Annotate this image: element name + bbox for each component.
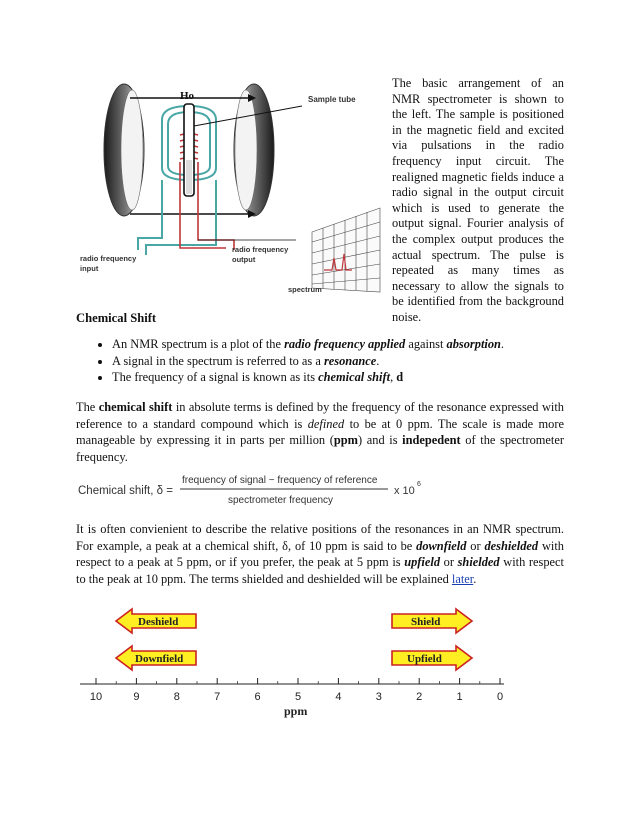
shield-arrow [392, 609, 472, 633]
ppm-tick-label: 1 [456, 691, 463, 703]
intro-paragraph: The basic arrangement of an NMR spectrometer is shown to the left. The sample is positioned in the magnetic field and excited via pulsations in the radio frequency input circuit. The realigned magnetic fields induce a radio signal in the output circuit which is used to generate the output signal. Fourier analysis of the complex output produces the actual spectrum. The pulse is repeated as many times as necessary to allow the signals to be identified from the background noise. [392, 76, 564, 324]
rf-input-label-2: input [80, 264, 99, 273]
ppm-axis-label: ppm [284, 704, 308, 718]
bullet-list [76, 336, 504, 386]
formula-numerator: frequency of signal − frequency of reference [182, 475, 378, 486]
shield-label: Shield [411, 616, 441, 628]
ppm-tick-label: 9 [133, 691, 140, 703]
downfield-label: Downfield [135, 653, 184, 665]
ppm-tick-label: 10 [89, 691, 103, 703]
upfield-label: Upfield [407, 653, 442, 665]
upfield-downfield-paragraph: It is often convienient to describe the relative positions of the resonances in an NMR spectrum. For example, a peak at a chemical shift, δ, of 10 ppm is said to be downfield or deshielded with respect to a peak at 5 ppm, or if you prefer, the peak at 5 ppm is upfield or shielded with respect to the peak at 10 ppm. The terms shielded and deshielded will be explained later. [76, 522, 564, 586]
rf-output-label-1: radio frequency [232, 245, 289, 254]
formula-lhs: Chemical shift, δ = [78, 485, 173, 497]
rf-input-label-1: radio frequency [80, 254, 137, 263]
ppm-tick-label: 7 [214, 691, 221, 703]
list-item: • An NMR spectrum is a plot of the radio frequency applied against absorption. [112, 336, 504, 353]
chemical-shift-definition: The chemical shift in absolute terms is defined by the frequency of the resonance expressed with reference to a standard compound which is defined to be at 0 ppm. The scale is made more manageable by expressing it in parts per million (ppm) and is indepedent of the spectrometer frequency. [76, 400, 564, 464]
list-item: • A signal in the spectrum is referred to as a resonance. [112, 353, 504, 370]
ppm-tick-label: 2 [416, 691, 423, 703]
chemical-shift-formula [76, 470, 446, 510]
deshield-label: Deshield [138, 616, 179, 628]
spectrum-grid [312, 208, 380, 292]
left-magnet [104, 84, 144, 216]
sample-tube-label: Sample tube [308, 95, 356, 104]
later-link[interactable]: later [451, 571, 474, 586]
rf-output-label-2: output [232, 255, 256, 264]
deshield-arrow [116, 609, 196, 633]
ppm-tick-label: 0 [496, 691, 504, 703]
ppm-tick-label: 3 [375, 691, 382, 703]
formula-multiplier: x 10 [394, 485, 415, 497]
ppm-ticks [90, 678, 503, 703]
ppm-tick-label: 5 [294, 691, 302, 703]
formula-exponent: 6 [417, 481, 421, 488]
downfield-arrow [116, 646, 196, 670]
input-coil [138, 106, 216, 255]
list-item: • The frequency of a signal is known as its chemical shift, d [112, 369, 504, 386]
ppm-scale-figure [76, 598, 516, 728]
ppm-tick-label: 6 [254, 691, 261, 703]
section-heading: Chemical Shift [76, 311, 157, 325]
ppm-tick-label: 8 [173, 691, 180, 703]
spectrum-label: spectrum [288, 285, 322, 294]
right-magnet [234, 84, 274, 216]
nmr-spectrometer-diagram [76, 80, 388, 310]
ppm-tick-label: 4 [335, 691, 342, 703]
formula-denominator: spectrometer frequency [228, 495, 334, 506]
upfield-arrow [392, 646, 472, 670]
field-label: Ho [180, 90, 195, 102]
